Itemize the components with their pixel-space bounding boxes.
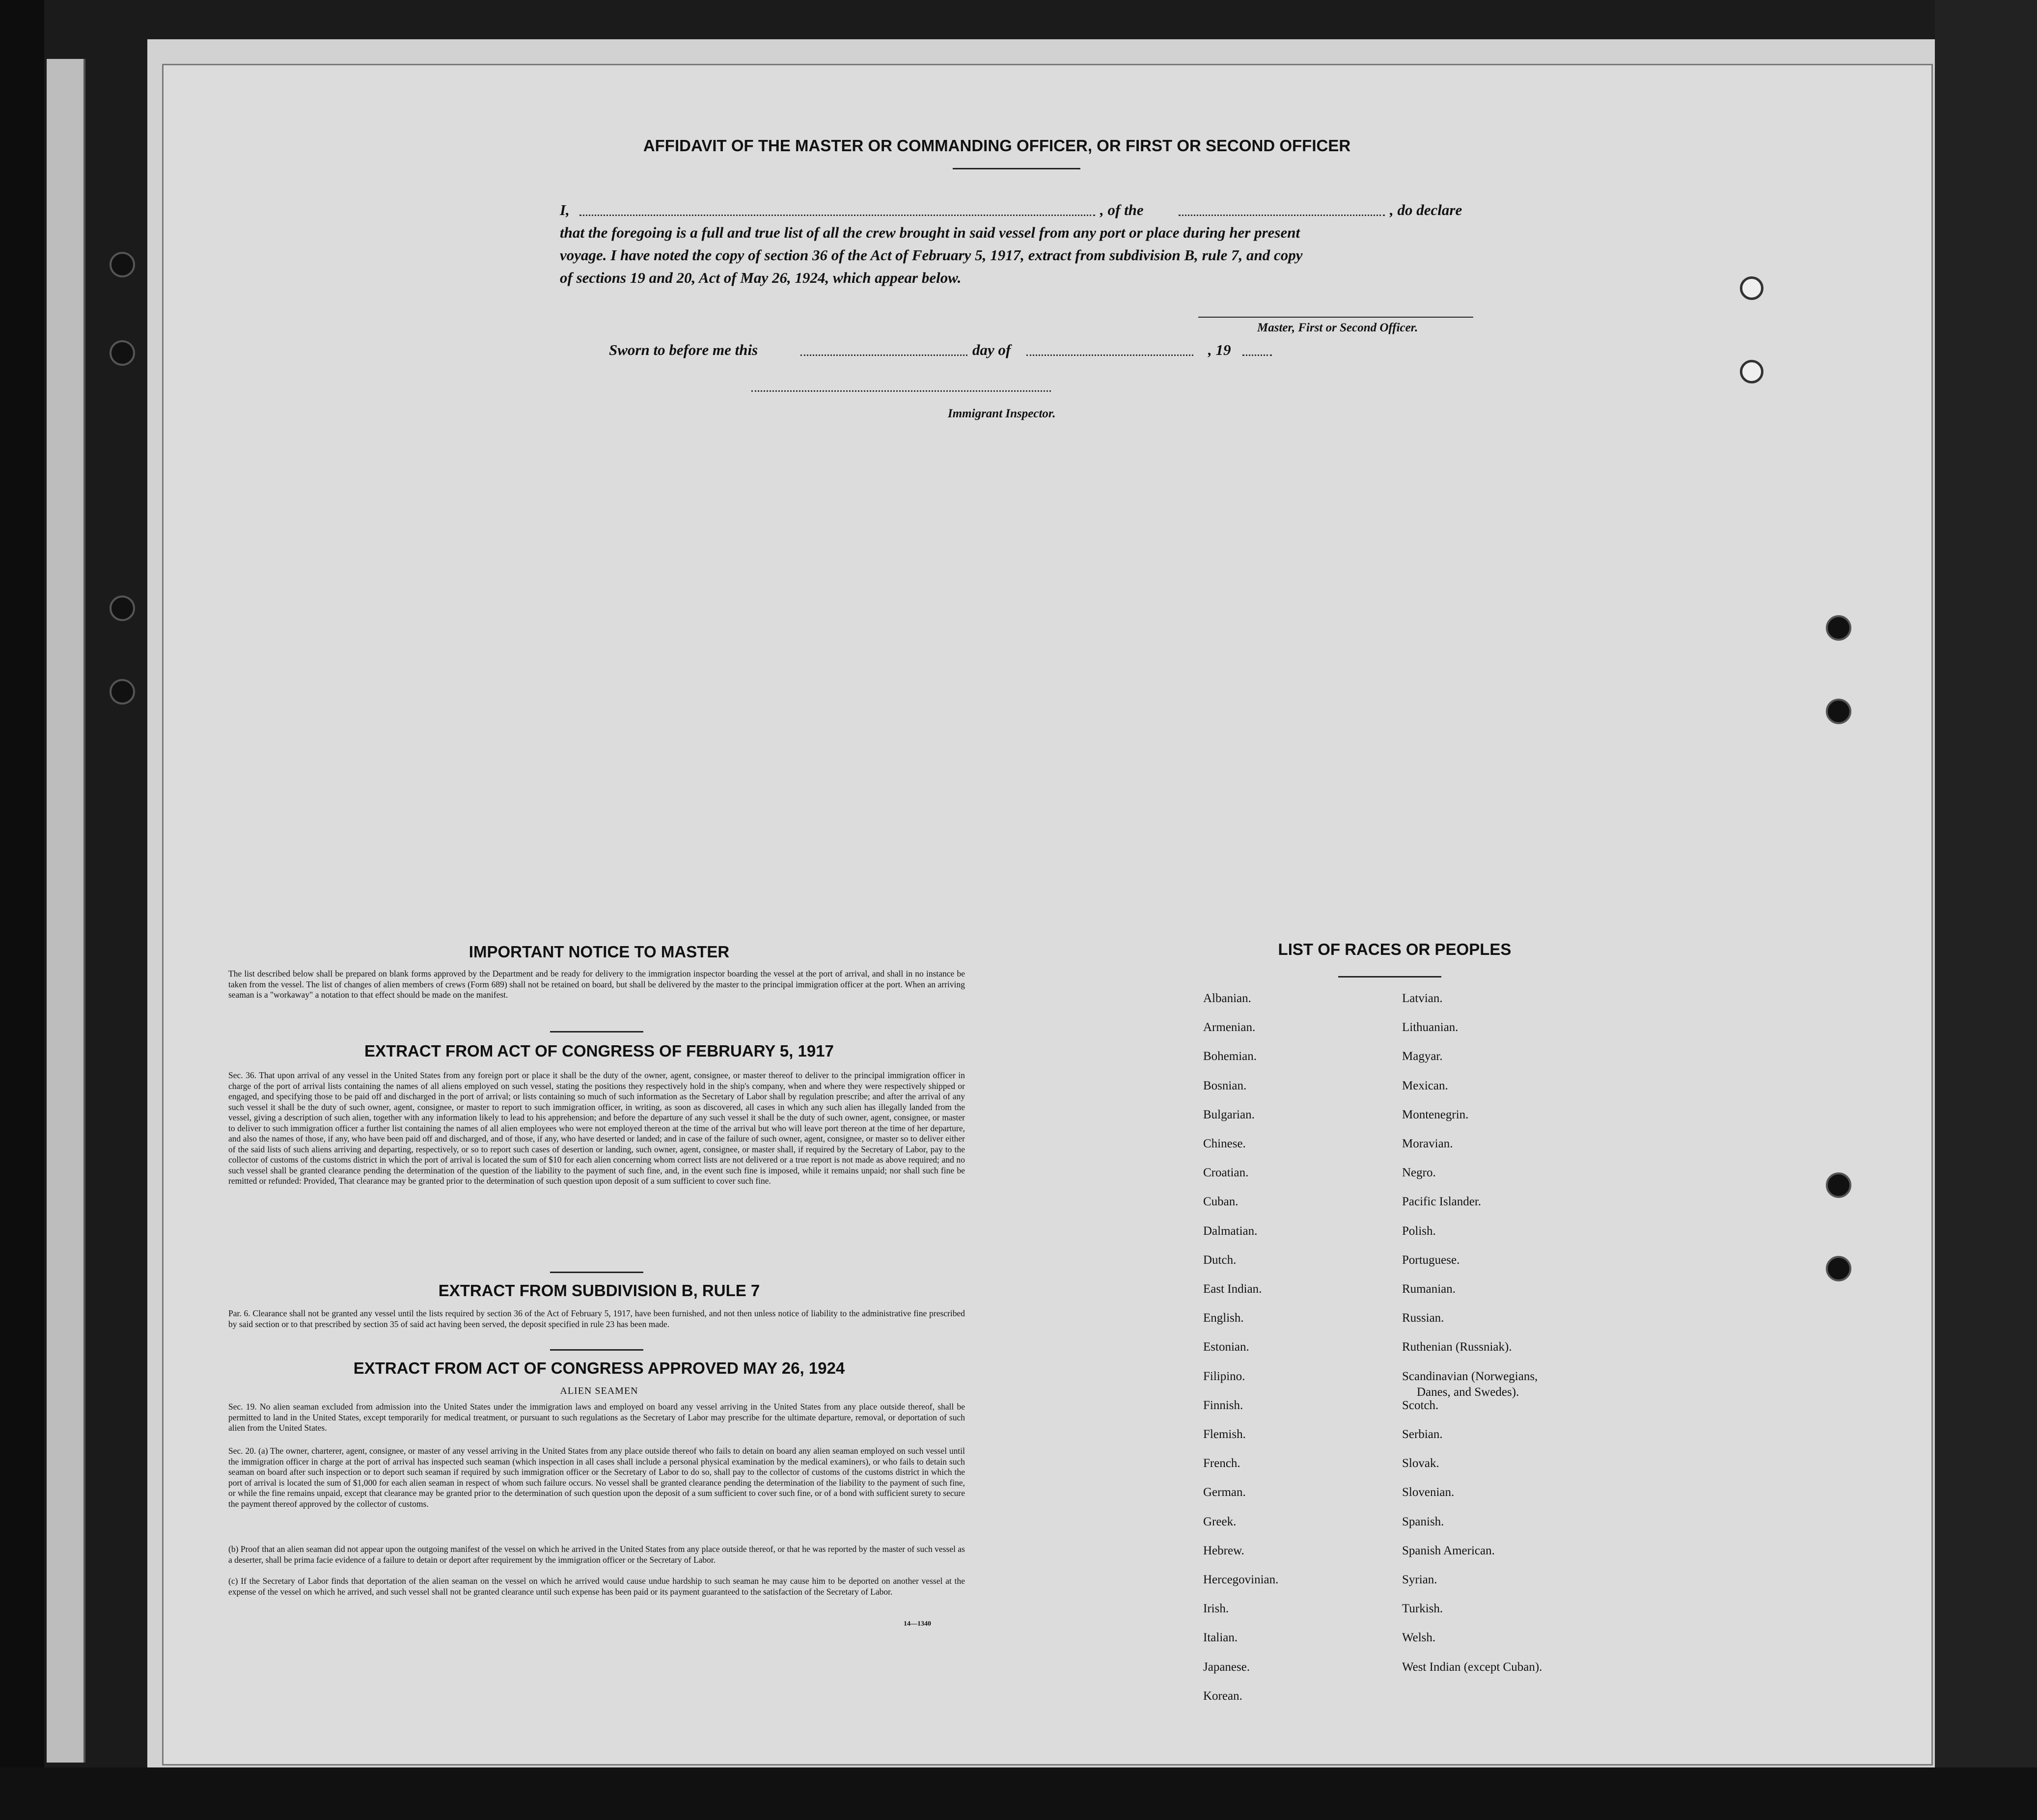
races-title-underline	[1338, 976, 1441, 978]
race-item: Chinese.	[1203, 1137, 1246, 1150]
divider	[550, 1349, 643, 1351]
race-item: West Indian (except Cuban).	[1402, 1660, 1542, 1674]
race-item: Slovenian.	[1402, 1486, 1455, 1499]
section-20a-text: Sec. 20. (a) The owner, charterer, agent, consignee, or master of any vessel arriving in the United States from any place outside thereof who fails to detain on board any alien seaman employed on such vessel until the immigration officer in charge at the port of arrival has inspected such seaman (which inspection in all cases shall include a personal physical examination by the medical examiners), or who fails to detain such seaman on board after such inspection or to deport such seaman if required by such immigration officer or the Secretary of Labor to do so, shall pay to the collector of customs of the customs district in which the port of arrival is located the sum of $1,000 for each alien seaman in respect of whom such failure occurs. No vessel shall be granted clearance pending the determination of the liability to the payment of such fine, or while the fine remains unpaid, except that clearance may be granted prior to the determination of such question upon the deposit of a sum sufficient to cover such fine, or of a bond with sufficient surety to secure the payment thereof approved by the collector of customs.	[228, 1446, 965, 1509]
race-item: Portuguese.	[1402, 1253, 1460, 1267]
binding-hole	[110, 679, 135, 705]
affidavit-line-2: that the foregoing is a full and true list of all the crew brought in said vessel from any port or place during her present	[560, 224, 1300, 241]
races-title: LIST OF RACES OR PEOPLES	[1278, 940, 1512, 958]
punch-hole	[1826, 1256, 1851, 1281]
race-item: Flemish.	[1203, 1428, 1246, 1441]
race-item: Croatian.	[1203, 1166, 1249, 1180]
race-item: Negro.	[1402, 1166, 1436, 1180]
name-blank	[579, 215, 1095, 216]
scan-border-right	[1935, 0, 2037, 1820]
notice-text: The list described below shall be prepared on blank forms approved by the Department and be ready for delivery to the immigration inspector boarding the vessel at the port of arrival, and shall in no instance be taken from the vessel. The list of changes of alien members of crews (Form 689) shall not be retained on board, but shall be delivered by the master to the principal immigration officer at the port. When an arriving seaman is a "workaway" a notation to that effect should be made on the manifest.	[228, 969, 965, 1000]
race-item: Hebrew.	[1203, 1544, 1244, 1557]
extract-rule7-title: EXTRACT FROM SUBDIVISION B, RULE 7	[438, 1281, 760, 1300]
vessel-blank	[1179, 215, 1385, 216]
sworn-prefix: Sworn to before me this	[609, 341, 758, 358]
race-item: Magyar.	[1402, 1050, 1443, 1063]
race-item: Welsh.	[1402, 1631, 1436, 1645]
extract-1917-text: Sec. 36. That upon arrival of any vessel in the United States from any foreign port or place it shall be the duty of the owner, agent, consignee, or master thereof to deliver to the principal immigration officer in charge of the port of arrival lists containing the names of all aliens employed on such vessel, stating the positions they respectively hold in the ship's company, when and where they were respectively shipped or engaged, and specifying those to be paid off and discharged in the port of arrival; or lists containing so much of such information as the Secretary of Labor shall by regulation prescribe; and after the arrival of any such vessel it shall be the duty of such owner, agent, consignee, or master to report to such immigration officer, in writing, as soon as discovered, all cases in which any such alien has illegally landed from the vessel, giving a description of such alien, together with any information likely to lead to his apprehension; and before the departure of any such vessel it shall be the duty of such owner, agent, consignee, or master to deliver to such immigration officer a further list containing the names of all alien employees who were not employed thereon at the time of the arrival but who will leave port thereon at the time of her departure, and also the names of those, if any, who have been paid off and discharged, and of those, if any, who have deserted or landed; and in case of the failure of such owner, agent, consignee, or master so to deliver either of the said lists of such aliens arriving and departing, respectively, or so to report such cases of desertion or landing, such owner, agent, consignee, or master shall, if required by the Secretary of Labor, pay to the collector of customs of the customs district in which the port of arrival is located the sum of $10 for each alien concerning whom correct lists are not delivered or a true report is not made as above required; and no such vessel shall be granted clearance pending the determination of the question of the liability to the payment of such fine, and, in the event such fine is imposed, while it remains unpaid; nor shall such fine be remitted or refunded: Provided, That clearance may be granted prior to the determination of such question upon deposit of a sum sufficient to cover such fine.	[228, 1070, 965, 1186]
punch-hole	[1826, 615, 1851, 641]
race-item: Serbian.	[1402, 1428, 1443, 1441]
race-item: Korean.	[1203, 1689, 1242, 1703]
race-item: Greek.	[1203, 1515, 1237, 1528]
document-page	[162, 64, 1933, 1766]
race-item: French.	[1203, 1457, 1240, 1470]
punch-hole	[1826, 699, 1851, 724]
punch-hole	[1740, 276, 1763, 300]
alien-seamen-subtitle: ALIEN SEAMEN	[560, 1385, 638, 1396]
declarant-prefix: I,	[560, 201, 570, 218]
race-item: Pacific Islander.	[1402, 1195, 1482, 1209]
divider	[550, 1272, 643, 1273]
punch-hole	[1826, 1172, 1851, 1198]
affidavit-line-3: voyage. I have noted the copy of section 36 of the Act of February 5, 1917, extract from subdivision B, rule 7, and copy	[560, 246, 1303, 264]
race-item: Polish.	[1402, 1224, 1436, 1238]
form-number: 14—1340	[904, 1620, 931, 1628]
vessel-prefix: , of the	[1100, 201, 1144, 218]
section-19-text: Sec. 19. No alien seaman excluded from admission into the United States under the immigration laws and employed on board any vessel arriving in the United States from any place outside thereof, shall be permitted to land in the United States, except temporarily for medical treatment, or pursuant to such regulations as the Secretary of Labor may prescribe for the ultimate departure, removal, or deportation of such alien from the United States.	[228, 1402, 965, 1433]
race-item: Ruthenian (Russniak).	[1402, 1340, 1512, 1354]
race-item: Armenian.	[1203, 1021, 1256, 1034]
race-item: East Indian.	[1203, 1282, 1262, 1296]
binding-hole	[110, 596, 135, 621]
race-item: Mexican.	[1402, 1079, 1448, 1092]
race-item: Lithuanian.	[1402, 1021, 1459, 1034]
race-item: English.	[1203, 1311, 1244, 1325]
sworn-year: , 19	[1208, 341, 1231, 358]
binding-hole	[110, 340, 135, 366]
section-20c-text: (c) If the Secretary of Labor finds that deportation of the alien seaman on the vessel on which he arrived would cause undue hardship to such seaman he may cause him to be deported on another vessel at the expense of the vessel on which he arrived, and such vessel shall not be granted clearance until such expense has been paid or its payment guaranteed to the satisfaction of the Secretary of Labor.	[228, 1576, 965, 1597]
extract-1917-title: EXTRACT FROM ACT OF CONGRESS OF FEBRUARY 5, 1917	[364, 1042, 834, 1060]
divider	[550, 1031, 643, 1032]
race-item: Rumanian.	[1402, 1282, 1456, 1296]
race-item: Bulgarian.	[1203, 1108, 1255, 1121]
binding-strip	[47, 59, 85, 1763]
race-item: Albanian.	[1203, 992, 1251, 1005]
race-item: Scotch.	[1402, 1398, 1439, 1412]
affidavit-line-1	[560, 199, 1503, 221]
race-item: Russian.	[1402, 1311, 1444, 1325]
inspector-signature-line	[751, 390, 1051, 392]
date-blank	[800, 354, 967, 356]
sworn-day: day of	[972, 341, 1011, 358]
section-20b-text: (b) Proof that an alien seaman did not appear upon the outgoing manifest of the vessel on which he arrived in the United States from any place outside thereof, or that he was reported by the master of such vessel as a deserter, shall be prima facie evidence of a failure to detain or deport after requirement by the immigration officer or the Secretary of Labor.	[228, 1544, 965, 1565]
race-item: Spanish.	[1402, 1515, 1444, 1528]
race-item: German.	[1203, 1486, 1246, 1499]
race-item: Syrian.	[1402, 1573, 1437, 1586]
month-blank	[1026, 354, 1193, 356]
scan-border-left	[0, 0, 44, 1820]
notice-title: IMPORTANT NOTICE TO MASTER	[468, 943, 730, 961]
race-item: Estonian.	[1203, 1340, 1249, 1354]
extract-rule7-text: Par. 6. Clearance shall not be granted any vessel until the lists required by section 36 of the Act of February 5, 1917, have been furnished, and not then unless notice of liability to the administrative fine prescribed by said section or to that prescribed by section 35 of said act having been served, the deposit specified in rule 23 has been made.	[228, 1308, 965, 1329]
race-item: Latvian.	[1402, 992, 1443, 1005]
race-item: Dalmatian.	[1203, 1224, 1258, 1238]
race-item: Dutch.	[1203, 1253, 1237, 1267]
race-item: Danes, and Swedes).	[1417, 1385, 1519, 1399]
affidavit-title: AFFIDAVIT OF THE MASTER OR COMMANDING OFFICER, OR FIRST OR SECOND OFFICER	[643, 136, 1351, 155]
race-item: Italian.	[1203, 1631, 1238, 1645]
race-item: Filipino.	[1203, 1369, 1245, 1383]
year-blank	[1242, 354, 1272, 356]
scan-border-bottom	[0, 1767, 2037, 1820]
sworn-line	[609, 339, 1296, 361]
extract-1924-title: EXTRACT FROM ACT OF CONGRESS APPROVED MAY 26, 1924	[353, 1359, 845, 1377]
race-item: Spanish American.	[1402, 1544, 1495, 1557]
race-item: Cuban.	[1203, 1195, 1239, 1209]
race-item: Japanese.	[1203, 1660, 1250, 1674]
title-underline	[953, 168, 1080, 169]
inspector-caption: Immigrant Inspector.	[948, 407, 1056, 420]
declare-suffix: , do declare	[1390, 201, 1462, 218]
race-item: Turkish.	[1402, 1602, 1443, 1616]
race-item: Bosnian.	[1203, 1079, 1247, 1092]
punch-hole	[1740, 360, 1763, 383]
race-item: Hercegovinian.	[1203, 1573, 1279, 1586]
binding-hole	[110, 252, 135, 277]
affidavit-line-4: of sections 19 and 20, Act of May 26, 1924, which appear below.	[560, 269, 962, 286]
race-item: Scandinavian (Norwegians,	[1402, 1369, 1538, 1383]
race-item: Moravian.	[1402, 1137, 1453, 1150]
master-caption: Master, First or Second Officer.	[1257, 321, 1418, 334]
race-item: Finnish.	[1203, 1398, 1243, 1412]
race-item: Slovak.	[1402, 1457, 1439, 1470]
race-item: Montenegrin.	[1402, 1108, 1469, 1121]
race-item: Bohemian.	[1203, 1050, 1257, 1063]
race-item: Irish.	[1203, 1602, 1229, 1616]
